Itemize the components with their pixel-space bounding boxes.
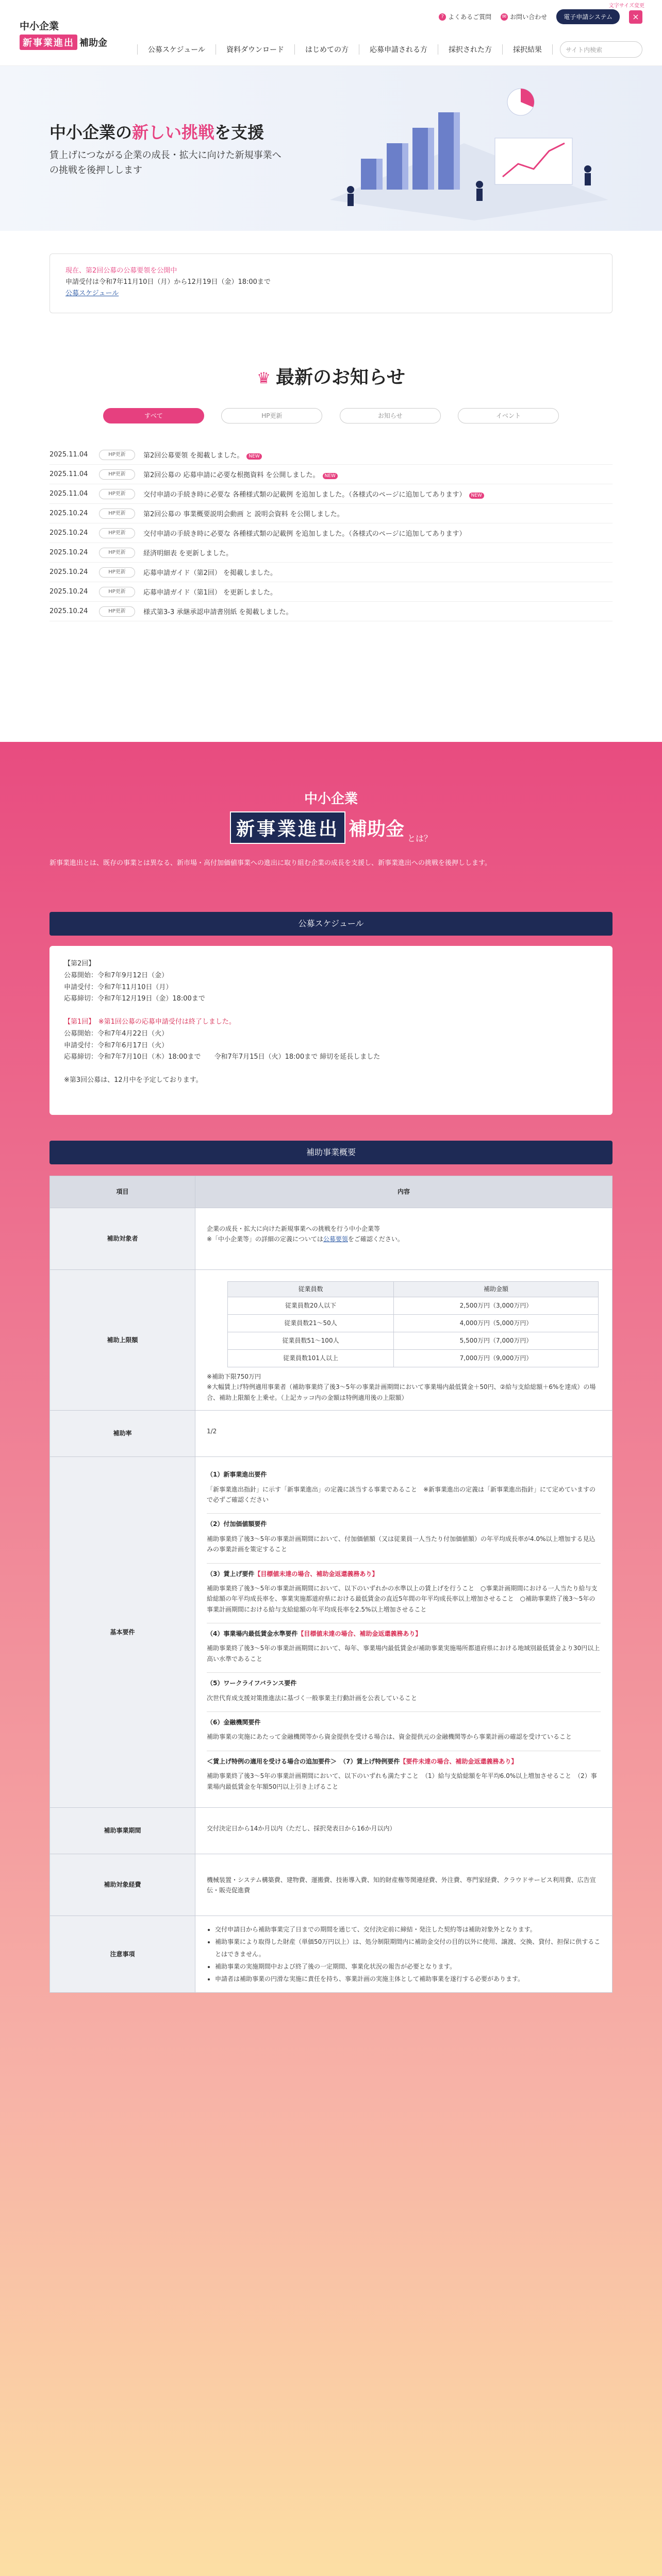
- schedule-line: 【第2回】: [64, 960, 95, 968]
- target-label: 補助対象者: [50, 1208, 195, 1270]
- limit-cell: 4,000万円（5,000万円）: [394, 1315, 599, 1332]
- target-line: 企業の成長・拡大に向けた新規事業への挑戦を行う中小企業等: [207, 1225, 380, 1232]
- req-title: [207, 1569, 601, 1579]
- news-text-content: 交付申請の手続き時に必要な 各種様式類の記載例 を追加しました。（各様式のページに追加してあります）: [143, 491, 466, 499]
- news-date: 2025.10.24: [49, 529, 88, 537]
- expense-value: 機械装置・システム構築費、建物費、運搬費、技術導入費、知的財産権等関連経費、外注費、専門家経費、クラウドサービス利用費、広告宣伝・販売促進費: [195, 1854, 613, 1916]
- news-tag: HP更新: [99, 450, 135, 460]
- news-tag: HP更新: [99, 548, 135, 558]
- limit-cell: 2,500万円（3,000万円）: [394, 1297, 599, 1315]
- list-item[interactable]: [49, 465, 613, 484]
- req-warning: 【要件未達の場合、補助金返還義務あり】: [400, 1757, 518, 1765]
- schedule-line: 応募締切：令和7年12月19日（金）18:00まで: [64, 995, 205, 1003]
- req-body: 補助事業の実施にあたって金融機関等から資金提供を受ける場合は、資金提供元の金融機関等から事業計画の確認を受けていること: [207, 1733, 572, 1741]
- news-title-text: 最新のお知らせ: [275, 367, 405, 388]
- req-body: 補助事業終了後3〜5年の事業計画期間において、毎年、事業場内最低賃金が補助事業実施場所都道府県における地域別最低賃金より30円以上高い水準であること: [207, 1645, 600, 1663]
- col-content: 内容: [195, 1176, 613, 1208]
- crown-icon: ♛: [257, 369, 271, 387]
- contact-link[interactable]: [501, 12, 547, 21]
- nav-schedule[interactable]: 公募スケジュール: [137, 44, 216, 55]
- notice-box: [49, 253, 613, 313]
- news-text: 様式第3-3 承継承認申請書別紙 を掲載しました。: [143, 608, 293, 616]
- hero-title-highlight: 新しい挑戦: [132, 123, 215, 142]
- search-placeholder: サイト内検索: [566, 46, 603, 54]
- hero-title-suffix: を支援: [214, 123, 264, 142]
- limit-cell: 従業員数101人以上: [228, 1350, 394, 1367]
- hero-illustration: [299, 81, 629, 221]
- table-row: [228, 1332, 599, 1350]
- news-text: [143, 489, 613, 499]
- news-tag: HP更新: [99, 567, 135, 578]
- guideline-link[interactable]: 公募要領: [323, 1235, 348, 1243]
- schedule-spacer: [64, 1005, 598, 1016]
- caution-label: 注意事項: [50, 1916, 195, 1992]
- requirement: [207, 1464, 601, 1514]
- nav-results[interactable]: 採択結果: [503, 44, 553, 55]
- schedule-line: 公募開始：令和7年4月22日（火）: [64, 1029, 169, 1038]
- news-tag: HP更新: [99, 509, 135, 519]
- logo-suffix: 補助金: [79, 38, 107, 48]
- req-title: （1）新事業進出要件: [207, 1471, 267, 1479]
- table-row: [228, 1350, 599, 1367]
- schedule-line: ※第3回公募は、12月中を予定しております。: [64, 1076, 203, 1084]
- news-tag: HP更新: [99, 528, 135, 538]
- req-body: 補助事業終了後3〜5年の事業計画期間において、以下のいずれも満たすこと （1）給与支給総額を年平均6.0%以上増加させること （2）事業場内最低賃金を年額50円以上引き上げること: [207, 1772, 597, 1790]
- limit-table: [227, 1281, 599, 1367]
- list-item[interactable]: [49, 602, 613, 621]
- news-text-content: 第2回公募の 応募申請に必要な根拠資料 を公開しました。: [143, 471, 320, 479]
- schedule-spacer: [64, 1063, 598, 1075]
- target-content: [195, 1208, 613, 1270]
- news-date: 2025.10.24: [49, 588, 88, 596]
- list-item[interactable]: [49, 445, 613, 465]
- list-item[interactable]: [49, 543, 613, 563]
- news-heading: [0, 363, 662, 389]
- schedule-line: 申請受付：令和7年11月10日（月）: [64, 983, 173, 991]
- about-question: とは？: [407, 834, 433, 843]
- tab-all[interactable]: すべて: [103, 408, 204, 423]
- rate-label: 補助率: [50, 1411, 195, 1457]
- req-body: 次世代育成支援対策推進法に基づく一般事業主行動計画を公表していること: [207, 1694, 418, 1702]
- schedule-line: 応募締切：令和7年7月10日（木）18:00まで 令和7年7月15日（火）18:00まで 締切を延長しました: [64, 1053, 380, 1061]
- site-header: [0, 0, 662, 66]
- req-title: （2）付加価値額要件: [207, 1520, 267, 1528]
- req-title-text: ＜賃上げ特例の適用を受ける場合の追加要件＞ （7）賃上げ特例要件: [207, 1757, 400, 1765]
- nav-downloads[interactable]: 資料ダウンロード: [216, 44, 295, 55]
- schedule-heading: 公募スケジュール: [49, 912, 613, 936]
- list-item[interactable]: [49, 523, 613, 543]
- news-tag: HP更新: [99, 469, 135, 480]
- limit-cell: 7,000万円（9,000万円）: [394, 1350, 599, 1367]
- req-body: 「新事業進出指針」に示す「新事業進出」の定義に該当する事業であること ※新事業進出の定義は「新事業進出指針」にて定めていますので必ずご確認ください: [207, 1485, 596, 1503]
- limit-head: 従業員数: [228, 1282, 394, 1297]
- req-warning: 【目標値未達の場合、補助金返還義務あり】: [254, 1570, 378, 1578]
- list-item[interactable]: [49, 504, 613, 523]
- faq-label: よくあるご質問: [448, 13, 492, 21]
- caution-item: • 補助事業により取得した財産（単価50万円以上）は、処分制限期間内に補助金交付の目的以外に使用、譲渡、交換、貸付、担保に供することはできません。: [215, 1936, 601, 1960]
- limit-cell: 従業員数20人以下: [228, 1297, 394, 1315]
- list-item[interactable]: [49, 582, 613, 602]
- news-text: [143, 469, 613, 479]
- close-icon[interactable]: ×: [629, 10, 642, 24]
- utility-nav: [439, 9, 642, 24]
- req-warning: 【目標値未達の場合、補助金返還義務あり】: [297, 1630, 422, 1638]
- font-size-toggle[interactable]: 文字サイズ変更: [608, 3, 644, 9]
- news-tag: HP更新: [99, 489, 135, 499]
- limit-content: [195, 1270, 613, 1411]
- news-date: 2025.10.24: [49, 549, 88, 556]
- schedule-line: 申請受付：令和7年6月17日（火）: [64, 1041, 169, 1049]
- news-date: 2025.11.04: [49, 490, 88, 498]
- news-text: 経済明細表 を更新しました。: [143, 550, 233, 557]
- news-date: 2025.10.24: [49, 510, 88, 517]
- limit-cell: 従業員数51〜100人: [228, 1332, 394, 1350]
- basic-label: 基本要件: [50, 1457, 195, 1808]
- news-text: 応募申請ガイド（第2回） を掲載しました。: [143, 569, 277, 577]
- new-badge: NEW: [246, 453, 261, 460]
- news-date: 2025.11.04: [49, 470, 88, 478]
- req-title: （6）金融機関要件: [207, 1719, 261, 1726]
- requirement: [207, 1673, 601, 1712]
- period-label: 補助事業期間: [50, 1807, 195, 1854]
- notice-line2: 申請受付は令和7年11月10日（月）から12月19日（金）18:00まで: [65, 278, 271, 286]
- table-row: [228, 1315, 599, 1332]
- caution-item: • 申請者は補助事業の円滑な実施に責任を持ち、事業計画の実施主体として補助事業を遂行する必要があります。: [215, 1973, 601, 1985]
- limit-label: 補助上限額: [50, 1270, 195, 1411]
- faq-link[interactable]: [439, 12, 491, 21]
- list-item[interactable]: [49, 563, 613, 582]
- overview-heading: 補助事業概要: [49, 1141, 613, 1164]
- e-application-button[interactable]: 電子申請システム: [556, 9, 620, 24]
- global-nav: [137, 41, 642, 58]
- requirement: [207, 1514, 601, 1563]
- new-badge: NEW: [323, 473, 338, 479]
- caution-item: • 交付申請日から補助事業完了日までの期間を通じて、交付決定前に締結・発注した契約等は補助対象外となります。: [215, 1923, 601, 1936]
- list-item[interactable]: [49, 484, 613, 504]
- hero-title-prefix: 中小企業の: [49, 123, 133, 142]
- news-date: 2025.10.24: [49, 568, 88, 576]
- table-row: [228, 1297, 599, 1315]
- about-line1: 中小企業: [304, 791, 358, 807]
- nav-beginners[interactable]: はじめての方: [295, 44, 359, 55]
- rate-value: 1/2: [195, 1411, 613, 1457]
- news-date: 2025.11.04: [49, 451, 88, 459]
- schedule-line-closed: 【第1回】 ※第1回公募の応募申請受付は終了しました。: [64, 1018, 236, 1026]
- about-title: [0, 788, 662, 844]
- col-item: 項目: [50, 1176, 195, 1208]
- limit-head: 補助金額: [394, 1282, 599, 1297]
- expense-label: 補助対象経費: [50, 1854, 195, 1916]
- news-tabs: [103, 408, 559, 423]
- req-title-text: （4）事業場内最低賃金水準要件: [207, 1630, 298, 1638]
- req-title: （5）ワークライフバランス要件: [207, 1680, 297, 1687]
- target-text: をご確認ください。: [347, 1235, 404, 1243]
- news-tag: HP更新: [99, 606, 135, 617]
- tab-event[interactable]: イベント: [458, 408, 559, 423]
- question-icon: ?: [439, 13, 446, 21]
- news-text: 第2回公募の 事業概要説明会動画 と 説明会資料 を公開しました。: [143, 511, 344, 518]
- about-description: 新事業進出とは、既存の事業とは異なる、新市場・高付加価値事業への進出に取り組む企業の成長を支援し、新事業進出への挑戦を後押しします。: [49, 859, 491, 867]
- requirement: [207, 1564, 601, 1624]
- news-text-content: 第2回公募要領 を掲載しました。: [143, 452, 244, 460]
- target-text: ※「中小企業等」の詳細の定義については: [207, 1235, 323, 1243]
- news-text: 交付申請の手続き時に必要な 各種様式類の記載例 を追加しました。（各様式のページに追加してあります）: [143, 530, 466, 538]
- mail-icon: ✉: [501, 13, 508, 21]
- site-logo[interactable]: [20, 19, 107, 50]
- about-suffix: 補助金: [348, 819, 404, 840]
- news-list: [49, 445, 613, 621]
- news-date: 2025.10.24: [49, 607, 88, 615]
- limit-note: ※大幅賃上げ特例適用事業者（補助事業終了後3〜5年の事業計画期間において事業場内最低賃金＋50円、②給与支給総額＋6%を達成）の場合、補助上限額を上乗せ。（上記カッコ内の金額は特例適用後の上限額）: [207, 1383, 596, 1401]
- hero: [0, 66, 662, 231]
- nav-adopted[interactable]: 採択された方: [438, 44, 503, 55]
- contact-label: お問い合わせ: [510, 13, 548, 21]
- caution-content: [195, 1916, 613, 1992]
- schedule-line: 公募開始：令和7年9月12日（金）: [64, 971, 169, 979]
- target-line: [207, 1234, 601, 1244]
- about-box: 新事業進出: [230, 811, 345, 844]
- new-badge: NEW: [469, 493, 484, 499]
- limit-cell: 5,500万円（7,000万円）: [394, 1332, 599, 1350]
- requirement: [207, 1623, 601, 1673]
- caution-item: • 補助事業の実施期間中および終了後の一定期間、事業化状況の報告が必要となります。: [215, 1960, 601, 1973]
- req-title: [207, 1756, 601, 1767]
- logo-box: 新事業進出: [20, 35, 77, 50]
- notice-schedule-link[interactable]: 公募スケジュール: [65, 290, 119, 298]
- nav-applicants[interactable]: 応募申請される方: [359, 44, 438, 55]
- hero-description: 賃上げにつながる企業の成長・拡大に向けた新規事業への挑戦を後押しします: [49, 150, 282, 176]
- basic-content: [195, 1457, 613, 1808]
- req-title: [207, 1629, 601, 1639]
- req-body: 補助事業終了後3〜5年の事業計画期間において、付加価値額（又は従業員一人当たり付加価値額）の年平均成長率が4.0%以上増加する見込みの事業計画を策定すること: [207, 1535, 595, 1553]
- req-title-text: （3）賃上げ要件: [207, 1570, 255, 1578]
- notice-line1: 現在、第2回公募の公募要領を公開中: [65, 267, 177, 275]
- requirement: [207, 1712, 601, 1751]
- search-input[interactable]: [560, 41, 642, 58]
- period-value: 交付決定日から14か月以内（ただし、採択発表日から16か月以内）: [195, 1807, 613, 1854]
- limit-cell: 従業員数21〜50人: [228, 1315, 394, 1332]
- tab-notice[interactable]: お知らせ: [340, 408, 441, 423]
- overview-table: [49, 1176, 613, 1993]
- tab-hp-update[interactable]: HP更新: [221, 408, 322, 423]
- limit-note: ※補助下限750万円: [207, 1373, 261, 1380]
- requirement: [207, 1751, 601, 1800]
- hero-title: [49, 120, 264, 143]
- news-text: 応募申請ガイド（第1回） を更新しました。: [143, 589, 277, 597]
- news-text: [143, 450, 613, 460]
- logo-line1: 中小企業: [20, 21, 59, 32]
- req-body: 補助事業終了後3〜5年の事業計画期間において、以下のいずれかの水準以上の賃上げを行うこと ○事業計画期間における一人当たり給与支給総額の年平均成長率を、事業実施都道府県における最低賃金の直近5年間の年平均成長率以上増加させること ○補助事業終了後3〜5年の事業計画期間における給与支給総額の年平均成長率を2.5%以上増加させること: [207, 1584, 598, 1613]
- schedule-box: [49, 946, 613, 1115]
- news-tag: HP更新: [99, 587, 135, 597]
